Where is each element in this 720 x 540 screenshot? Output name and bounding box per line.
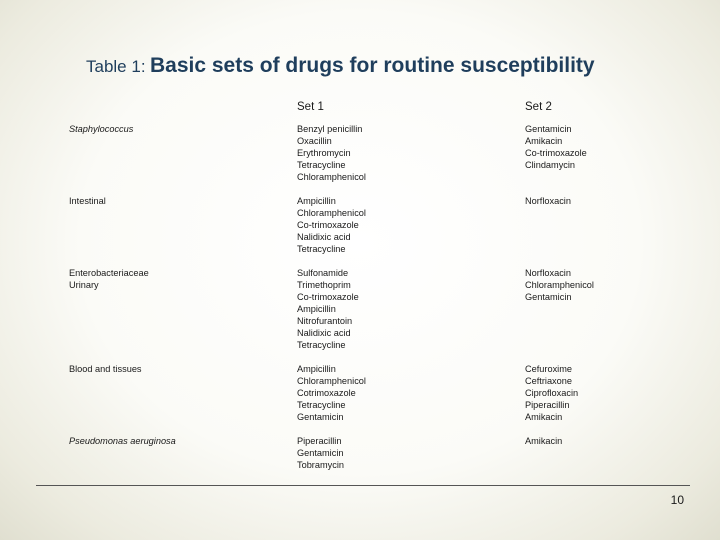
drug-name: Gentamicin xyxy=(297,412,344,422)
drug-name: Chloramphenicol xyxy=(297,208,366,218)
drug-name: Amikacin xyxy=(525,412,563,422)
drug-name: Sulfonamide xyxy=(297,268,349,278)
header-set-2: Set 2 xyxy=(525,101,552,113)
organism-cell xyxy=(69,363,297,435)
drug-name: Chloramphenicol xyxy=(297,376,366,386)
drug-name: Nitrofurantoin xyxy=(297,316,353,326)
header-set-1: Set 1 xyxy=(297,101,324,113)
organism-label: Staphylococcus xyxy=(69,124,134,134)
page-number: 10 xyxy=(670,493,684,507)
set-1-cell xyxy=(297,267,525,363)
organism-cell xyxy=(69,435,297,483)
slide-title xyxy=(86,54,595,78)
drug-name: Benzyl penicillin xyxy=(297,124,363,134)
drug-name: Chloramphenicol xyxy=(297,172,366,182)
organism-cell xyxy=(69,123,297,195)
drug-name: Piperacillin xyxy=(525,400,570,410)
organism-label: Pseudomonas aeruginosa xyxy=(69,436,176,446)
drug-name: Cotrimoxazole xyxy=(297,388,356,398)
header-organism xyxy=(69,101,297,123)
drug-name: Ampicillin xyxy=(297,196,336,206)
drug-table xyxy=(69,101,669,483)
set-2-cell xyxy=(525,435,669,483)
drug-name: Chloramphenicol xyxy=(525,280,594,290)
drug-name: Co-trimoxazole xyxy=(297,292,359,302)
organism-cell xyxy=(69,195,297,267)
drug-name: Erythromycin xyxy=(297,148,351,158)
set-2-cell xyxy=(525,267,669,363)
organism-label: Blood and tissues xyxy=(69,364,142,374)
drug-name: Tetracycline xyxy=(297,244,346,254)
drug-name: Tobramycin xyxy=(297,460,344,470)
drug-name: Amikacin xyxy=(525,136,563,146)
drug-name: Norfloxacin xyxy=(525,268,571,278)
drug-name: Ciprofloxacin xyxy=(525,388,579,398)
drug-name: Amikacin xyxy=(525,436,563,446)
drug-name: Norfloxacin xyxy=(525,196,571,206)
drug-name: Nalidixic acid xyxy=(297,328,351,338)
drug-name: Nalidixic acid xyxy=(297,232,351,242)
drug-name: Clindamycin xyxy=(525,160,576,170)
drug-name: Gentamicin xyxy=(297,448,344,458)
set-1-cell xyxy=(297,195,525,267)
set-2-cell xyxy=(525,195,669,267)
organism-sublabel: Urinary xyxy=(69,280,99,290)
drug-name: Tetracycline xyxy=(297,160,346,170)
organism-label: Intestinal xyxy=(69,196,106,206)
set-2-cell xyxy=(525,123,669,195)
drug-name: Ampicillin xyxy=(297,304,336,314)
drug-name: Ampicillin xyxy=(297,364,336,374)
drug-name: Co-trimoxazole xyxy=(525,148,587,158)
drug-name: Trimethoprim xyxy=(297,280,351,290)
drug-name: Ceftriaxone xyxy=(525,376,572,386)
organism-cell xyxy=(69,267,297,363)
drug-name: Gentamicin xyxy=(525,292,572,302)
drug-name: Piperacillin xyxy=(297,436,342,446)
set-1-cell xyxy=(297,123,525,195)
set-2-cell xyxy=(525,363,669,435)
title-prefix: Table 1: xyxy=(86,57,146,76)
footer-divider xyxy=(36,485,690,486)
set-1-cell xyxy=(297,363,525,435)
drug-name: Oxacillin xyxy=(297,136,332,146)
drug-name: Co-trimoxazole xyxy=(297,220,359,230)
title-main: Basic sets of drugs for routine susceptibility xyxy=(150,54,595,77)
organism-label: Enterobacteriaceae xyxy=(69,268,149,278)
drug-name: Tetracycline xyxy=(297,340,346,350)
drug-name: Tetracycline xyxy=(297,400,346,410)
drug-name: Cefuroxime xyxy=(525,364,572,374)
set-1-cell xyxy=(297,435,525,483)
drug-name: Gentamicin xyxy=(525,124,572,134)
